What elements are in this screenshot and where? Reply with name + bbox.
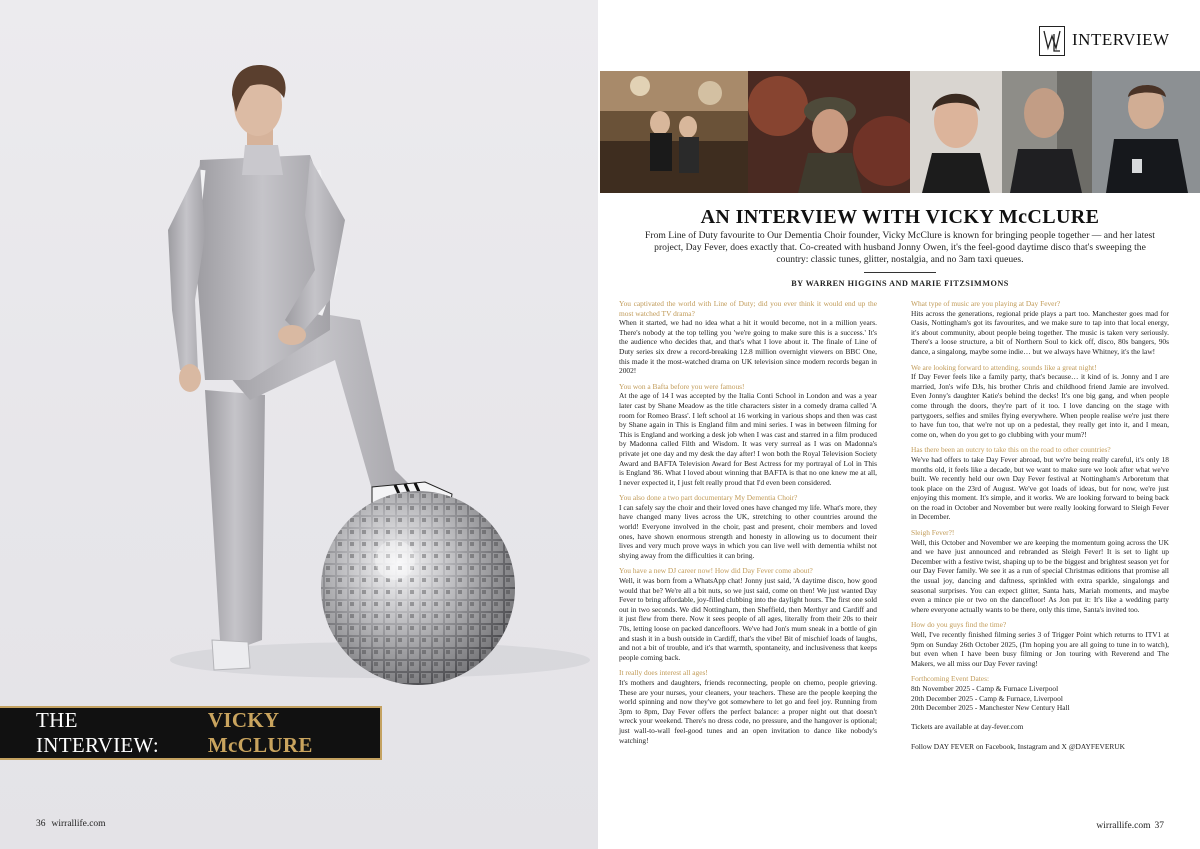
event-date: 20th December 2025 - Camp & Furnace, Liverpool xyxy=(911,693,1063,703)
section-label: INTERVIEW xyxy=(1072,30,1170,49)
wl-logo-mark xyxy=(1042,28,1062,54)
article-column-left xyxy=(619,299,877,745)
police-photo xyxy=(1092,71,1200,193)
photo-strip xyxy=(600,71,1200,193)
answer: At the age of 14 I was accepted by the Italia Conti School in London and was a year later cast by Shane Meadow as the title characters sister in a comedy drama called 'A room for Romeo Brass'. I left school at 16 working in various shops and then was cast by Shane again in This is England film and mini series. I was in between filming for This is England and working a desk job when I was cast and starred in a film produced by Madonna called Filth and Wisdom. It was very surreal as I was on Madonna's private jet one day and my desk the day after! I won both the Royal Television Society Award and BAFTA Television Award for Best Actress for my portrayal of Lol in This is England '86. What I loved about winning that BAFTA is that no one knew me at all, I never expected it, I just felt really proud that I'd even been considered. xyxy=(619,391,877,487)
answer: It's mothers and daughters, friends reconnecting, people on chemo, people grieving. These are your nurses, your cleaners, your teachers. These are the people keeping the world spinning and now they've got somewhere to let go and feel joy. Running from 3pm to 8pm, Day Fever offers the perfect balance: a proper night out that doesn't wreck your weekend. There's no dress code, no pressure, and the hangover is optional; just wall-to-wall feel-good tunes and an open invitation to dance like nobody's watching! xyxy=(619,677,877,745)
question: How do you guys find the time? xyxy=(911,620,1007,630)
events-heading: Forthcoming Event Dates: xyxy=(911,674,989,684)
tickets-info: Tickets are available at day-fever.com xyxy=(911,722,1024,732)
left-folio xyxy=(36,819,112,829)
answer: Well, this October and November we are keeping the momentum going across the UK and we have just announced and rebranded as Sleigh Fever! It is set to light up December with a festive twist, shaping up to be the biggest and brightest season yet for our Day Fever family. We see it as a run of special Christmas editions that promise all the usual joy, dancing and daftness, sprinkled with extra sparkle, singalongs and seasonal surprises. You can expect glitter, Santa hats, Mariah moments, and maybe even a mince pie or two on the dancefloor! As Jon put it: It's like a wedding party where everyone actually wants to be there, only this time, Santa's invited too. xyxy=(911,537,1169,614)
right-page xyxy=(600,0,1200,849)
concert-photo xyxy=(600,71,748,193)
event-date: 20th December 2025 - Manchester New Century Hall xyxy=(911,703,1070,713)
question: It really does interest all ages! xyxy=(619,668,708,678)
left-page xyxy=(0,0,598,849)
article-headline: AN INTERVIEW WITH VICKY McCLURE xyxy=(700,206,1100,228)
question: You won a Bafta before you were famous! xyxy=(619,381,745,391)
event-date: 8th November 2025 - Camp & Furnace Liverpool xyxy=(911,683,1059,693)
question: You have a new DJ career now! How did Day Fever come about? xyxy=(619,566,813,576)
wl-logo xyxy=(1039,26,1065,56)
article-intro: From Line of Duty favourite to Our Dementia Choir founder, Vicky McClure is known for bringing people together — and her latest project, Day Fever, does exactly that. Co-created with husband Jonny Owen, it's the feel-good daytime disco that's sweeping the country: classic tunes, glitter, nostalgia, and no 3am taxi queues. xyxy=(645,230,1155,266)
follow-info: Follow DAY FEVER on Facebook, Instagram and X @DAYFEVERUK xyxy=(911,741,1125,751)
answer: I can safely say the choir and their loved ones have changed my life. What's more, they have changed many lives across the UK, stretching to other countries around the world! Everyone involved in the choir, past and present, choir members and loved ones, have shown enormous strength and honesty in allowing us to document their lives and very much prove ways in which you can live well with dementia whilst not shying away from the difficulties it can bring. xyxy=(619,502,877,560)
event-dates xyxy=(911,684,1169,713)
article-byline: BY WARREN HIGGINS AND MARIE FITZSIMMONS xyxy=(791,279,1009,288)
article-column-right xyxy=(911,299,1169,751)
man-portrait-photo xyxy=(1002,71,1092,193)
question: You captivated the world with Line of Duty; did you ever think it would end up the most watched TV drama? xyxy=(619,299,877,318)
answer: If Day Fever feels like a family party, that's because… it kind of is. Jonny and I are married, Jon's wife DJs, his brother Chris and childhood friend Jamie are involved. Even Jonny's daughter Katie's behind the decks! It's one big gang, and when people come through the doors, they're part of it too. I love dancing on the stage with partygoers, selfies and smiles flying everywhere. When people realise we're just there to have fun too, that we're not up on a pedestal, they really get into it, and I mean, come on, when do you get to go clubbing with your mum?! xyxy=(911,372,1169,439)
right-site-url: wirrallife.com xyxy=(1096,821,1151,831)
feature-title-prefix: THE INTERVIEW: xyxy=(36,708,160,757)
question: You also done a two part documentary My Dementia Choir? xyxy=(619,493,798,503)
left-page-number: 36 xyxy=(36,819,46,829)
question: We are looking forward to attending, sounds like a great night! xyxy=(911,362,1097,372)
right-folio xyxy=(1092,821,1164,831)
right-page-number: 37 xyxy=(1154,821,1164,831)
portrait-photo xyxy=(910,71,1002,193)
left-site-url: wirrallife.com xyxy=(51,819,106,829)
intro-divider xyxy=(864,272,936,273)
answer: When it started, we had no idea what a hit it would become, not in a million years. There's nobody at the top telling you 'we're going to make sure this is a success.' It's the audience who decides that, and that's what I love about it. The finale of Line of Duty series six drew a record-breaking 12.8 million overnight viewers on BBC One, this made it the most-watched drama on UK television since modern records began in 2002! xyxy=(619,318,877,376)
question: Has there been an outcry to take this on the road to other countries? xyxy=(911,445,1111,455)
feature-title-name: VICKY McCLURE xyxy=(207,708,313,757)
question: Sleigh Fever?! xyxy=(911,528,955,538)
question: What type of music are you playing at Day Fever? xyxy=(911,299,1061,308)
answer: We've had offers to take Day Fever abroad, but we're being really careful, it's only 18 months old, it feels like a decade, but we want to make sure we look after what we've built. We recently held our own Day Fever festival at Nottingham's Arboretum that took place on the 23rd of August. We've got loads of ideas, but for now, we're just enjoying this moment. It's simple, and it works. We are looking forward to being back on the road in October and November but were really looking forward to Sleigh Fever in December. xyxy=(911,454,1169,522)
feature-title-box xyxy=(0,706,382,760)
answer: Well, I've recently finished filming series 3 of Trigger Point which returns to ITV1 at 9pm on Sunday 26th October 2025, (I'm hoping you are all going to tune in to watch), but even when I have been busy filming or Jon touring with Reverend and The Makers, we all miss our Day Fever raving! xyxy=(911,630,1169,668)
answer: Hits across the generations, regional pride plays a part too. Manchester goes mad for Oasis, Nottingham's got its favourites, and we make sure to tap into that local energy, it's about community, about people being together. The music is taken very seriously. There's a loose structure, a bit of Northern Soul to kick off, disco, 80s bangers, 90s dance, a singalong, maybe some indie… but we always have Whitney, it's the law! xyxy=(911,308,1169,356)
soldier-photo xyxy=(748,71,910,193)
answer: Well, it was born from a WhatsApp chat! Jonny just said, 'A daytime disco, how good would that be? We're all a bit nuts, so we just said, come on then! We just wanted Day Fever to bring affordable, joy-filled clubbing into the daylight hours. The first one sold out in two seconds. We did Nottingham, then Sheffield, then Merthyr and Cardiff and it just flew from there. Now it sees people of all ages, literally from their 20s to their 70s, letting loose on packed dancefloors. We've had Jon's mum sneak in a bottle of gin and stash it in a bush outside in Cardiff, that's the vibe! Bit of mischief loads of laughs, and not a bit of trouble, and it's that warmth, spontaneity, and inclusiveness that keeps people coming back. xyxy=(619,576,877,662)
